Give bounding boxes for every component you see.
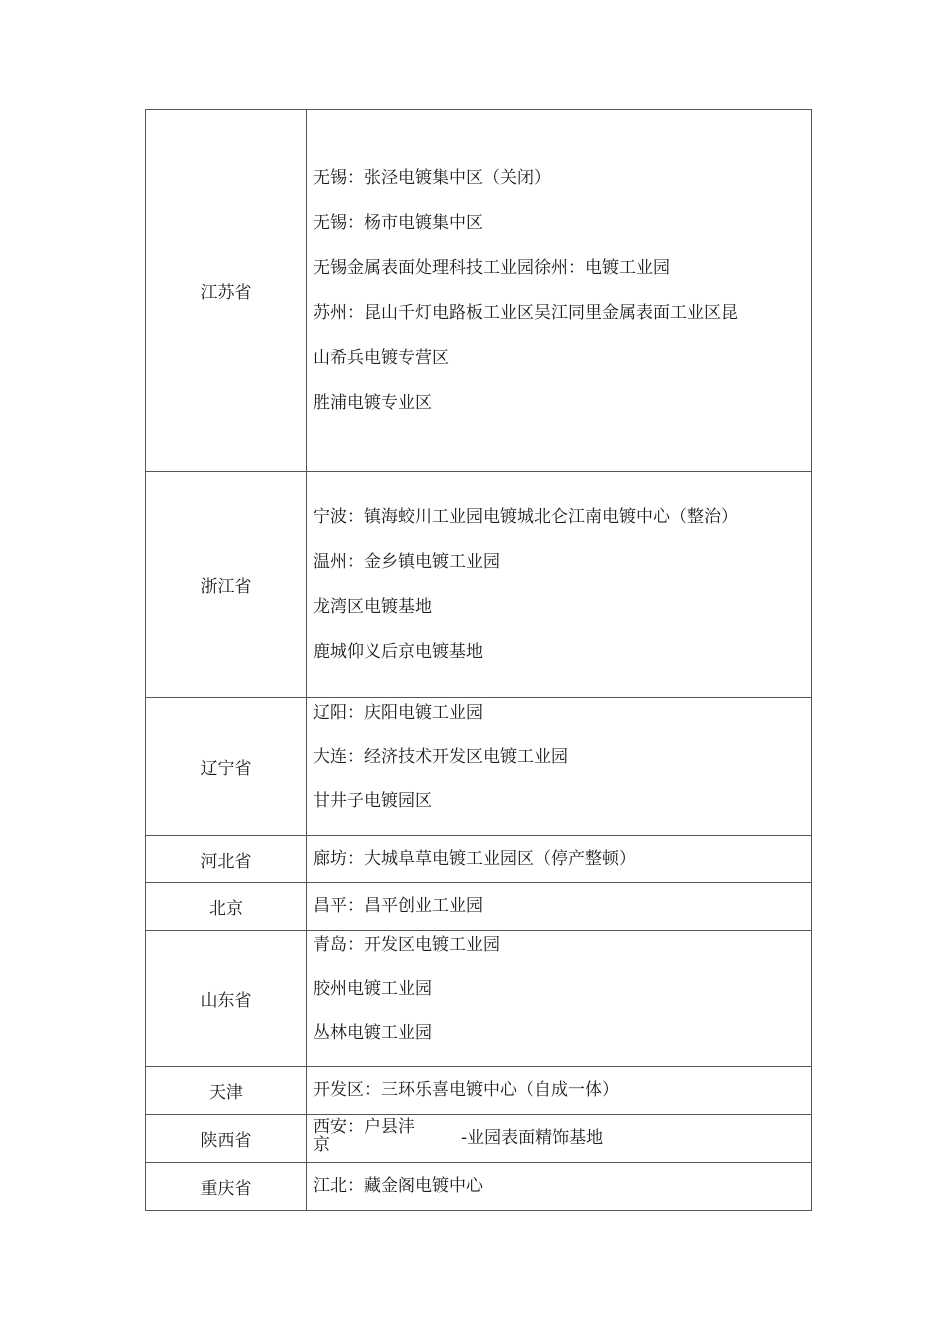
park-item: 无锡：杨市电镀集中区 [313, 212, 483, 233]
parks-cell [307, 1163, 811, 1210]
province-cell: 江苏省 [146, 110, 307, 471]
park-item-part: -业园表面精饰基地 [461, 1128, 604, 1148]
table-row [146, 1162, 811, 1210]
park-item-line: 京 [313, 1135, 330, 1155]
table-row [146, 697, 811, 835]
park-item-part [313, 1118, 415, 1154]
park-item: 苏州：昆山千灯电路板工业区吴江同里金属表面工业区昆 [313, 302, 738, 323]
park-item: 无锡：张泾电镀集中区（关闭） [313, 167, 551, 188]
park-item: 辽阳：庆阳电镀工业园 [313, 703, 483, 723]
province-cell: 山东省 [146, 931, 307, 1066]
park-item: 廊坊：大城阜草电镀工业园区（停产整顿） [313, 848, 636, 869]
table-row [146, 110, 811, 471]
park-item-line: 西安：户县沣 [313, 1117, 415, 1137]
park-item: 龙湾区电镀基地 [313, 596, 432, 617]
province-cell: 辽宁省 [146, 698, 307, 835]
park-item: 山希兵电镀专营区 [313, 347, 449, 368]
industrial-park-table [145, 109, 812, 1211]
province-cell: 重庆省 [146, 1163, 307, 1210]
park-item: 江北：藏金阁电镀中心 [313, 1176, 483, 1196]
park-item: 昌平：昌平创业工业园 [313, 896, 483, 916]
park-item: 鹿城仰义后京电镀基地 [313, 641, 483, 662]
parks-cell [307, 110, 811, 471]
park-item: 大连：经济技术开发区电镀工业园 [313, 747, 568, 767]
parks-cell [307, 931, 811, 1066]
province-cell: 陕西省 [146, 1115, 307, 1162]
province-cell: 河北省 [146, 836, 307, 882]
table-row [146, 1066, 811, 1114]
parks-cell [307, 1067, 811, 1114]
parks-cell [307, 698, 811, 835]
park-item: 甘井子电镀园区 [313, 791, 432, 811]
table-row [146, 471, 811, 697]
table-row [146, 882, 811, 930]
park-item: 丛林电镀工业园 [313, 1023, 432, 1043]
park-item [313, 1116, 805, 1161]
table-row [146, 1114, 811, 1162]
park-item: 无锡金属表面处理科技工业园徐州：电镀工业园 [313, 257, 670, 278]
parks-cell [307, 883, 811, 930]
park-item: 胜浦电镀专业区 [313, 392, 432, 413]
parks-cell [307, 836, 811, 882]
table-row [146, 930, 811, 1066]
province-cell: 浙江省 [146, 472, 307, 697]
park-item: 宁波：镇海蛟川工业园电镀城北仑江南电镀中心（整治） [313, 506, 738, 527]
province-cell: 北京 [146, 883, 307, 930]
parks-cell [307, 472, 811, 697]
parks-cell [307, 1115, 811, 1162]
park-item: 青岛：开发区电镀工业园 [313, 935, 500, 955]
table-row [146, 835, 811, 882]
park-item: 温州：金乡镇电镀工业园 [313, 551, 500, 572]
province-cell: 天津 [146, 1067, 307, 1114]
park-item: 胶州电镀工业园 [313, 979, 432, 999]
park-item: 开发区：三环乐喜电镀中心（自成一体） [313, 1080, 619, 1100]
